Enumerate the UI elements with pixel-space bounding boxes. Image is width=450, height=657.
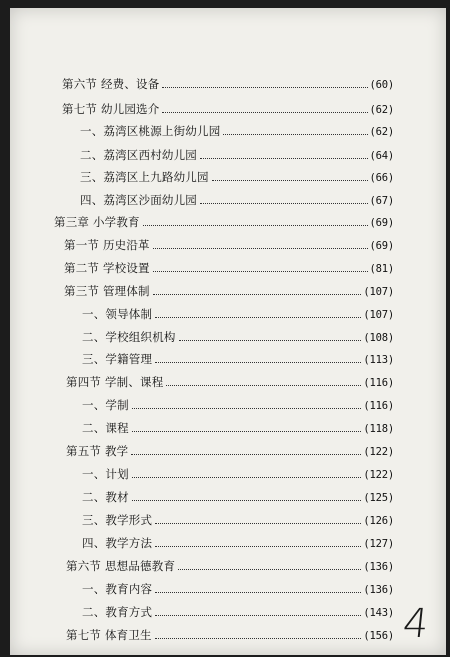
- toc-entry-title: 四、教学方法: [82, 536, 153, 550]
- toc-entry: [80, 169, 394, 185]
- toc-entry-page: (136): [363, 561, 394, 573]
- toc-entry-page: (125): [363, 492, 394, 504]
- leader-dots: [179, 340, 362, 341]
- toc-entry: [82, 581, 394, 597]
- toc-entry: [82, 329, 394, 345]
- toc-entry: [66, 558, 394, 574]
- leader-dots: [178, 569, 361, 570]
- toc-entry: [82, 604, 394, 620]
- toc-entry-title: 三、学籍管理: [82, 352, 153, 366]
- toc-entry-page: (69): [369, 240, 394, 252]
- toc-entry-page: (156): [363, 630, 394, 642]
- toc-entry-page: (127): [363, 538, 394, 550]
- toc-entry: [64, 237, 394, 253]
- toc-entry-title: 二、荔湾区西村幼儿园: [80, 148, 197, 162]
- toc-entry-page: (126): [363, 515, 394, 527]
- leader-dots: [131, 454, 361, 455]
- toc-entry: [62, 101, 394, 117]
- toc-entry-page: (113): [363, 354, 394, 366]
- toc-entry-page: (116): [363, 377, 394, 389]
- leader-dots: [162, 112, 367, 113]
- toc-entry-title: 四、荔湾区沙面幼儿园: [80, 193, 197, 207]
- toc-entry-page: (62): [369, 126, 394, 138]
- toc-entry-page: (67): [369, 195, 394, 207]
- toc-entry-title: 一、计划: [82, 467, 129, 481]
- leader-dots: [212, 180, 368, 181]
- toc-entry: [82, 397, 394, 413]
- leader-dots: [155, 317, 361, 318]
- leader-dots: [132, 431, 362, 432]
- leader-dots: [132, 477, 362, 478]
- toc-entry-title: 第六节 经费、设备: [62, 77, 160, 91]
- toc-entry-page: (116): [363, 400, 394, 412]
- toc-entry-title: 第六节 思想品德教育: [66, 559, 176, 573]
- toc-entry-title: 第七节 体育卫生: [66, 628, 152, 642]
- leader-dots: [153, 271, 368, 272]
- toc-entry-page: (66): [369, 172, 394, 184]
- toc-entry: [82, 489, 394, 505]
- leader-dots: [132, 500, 362, 501]
- leader-dots: [155, 546, 361, 547]
- leader-dots: [223, 134, 367, 135]
- leader-dots: [155, 523, 361, 524]
- handwritten-page-number: 4: [400, 601, 431, 647]
- leader-dots: [143, 225, 368, 226]
- toc-entry-page: (64): [369, 150, 394, 162]
- toc-entry: [54, 214, 394, 230]
- toc-entry-page: (122): [363, 446, 394, 458]
- toc-entry-page: (107): [363, 309, 394, 321]
- toc-entry-title: 第四节 学制、课程: [66, 375, 164, 389]
- toc-entry-page: (108): [363, 332, 394, 344]
- toc-entry-title: 二、教育方式: [82, 605, 153, 619]
- toc-entry-title: 第五节 教学: [66, 444, 129, 458]
- toc-entry-title: 第三节 管理体制: [64, 284, 150, 298]
- toc-entry-page: (69): [369, 217, 394, 229]
- toc-entry-page: (60): [369, 79, 394, 91]
- toc-entry-title: 第二节 学校设置: [64, 261, 150, 275]
- toc-entry-title: 一、学制: [82, 398, 129, 412]
- toc-entry: [66, 627, 394, 643]
- toc-entry-title: 二、课程: [82, 421, 129, 435]
- leader-dots: [200, 203, 368, 204]
- leader-dots: [132, 408, 362, 409]
- toc-entry-title: 三、荔湾区上九路幼儿园: [80, 170, 209, 184]
- toc-entry-title: 一、领导体制: [82, 307, 153, 321]
- toc-entry-page: (81): [369, 263, 394, 275]
- toc-entry: [82, 535, 394, 551]
- leader-dots: [153, 248, 368, 249]
- leader-dots: [155, 615, 361, 616]
- toc-entry-page: (62): [369, 104, 394, 116]
- toc-entry-title: 第一节 历史沿革: [64, 238, 150, 252]
- toc-entry: [82, 466, 394, 482]
- toc-entry-page: (136): [363, 584, 394, 596]
- toc-entry-title: 第七节 幼儿园选介: [62, 102, 160, 116]
- toc-entry-title: 第三章 小学教育: [54, 215, 140, 229]
- leader-dots: [155, 592, 361, 593]
- toc-entry: [82, 420, 394, 436]
- toc-entry-page: (143): [363, 607, 394, 619]
- leader-dots: [166, 385, 361, 386]
- toc-entry-page: (122): [363, 469, 394, 481]
- toc-entry: [82, 351, 394, 367]
- leader-dots: [155, 638, 362, 639]
- toc-entry-title: 二、学校组织机构: [82, 330, 176, 344]
- toc-entry-title: 一、教育内容: [82, 582, 153, 596]
- toc-entry: [64, 283, 394, 299]
- leader-dots: [162, 87, 367, 88]
- toc-entry: [82, 306, 394, 322]
- toc-entry: [62, 76, 394, 92]
- toc-entry: [66, 443, 394, 459]
- table-of-contents: [10, 8, 446, 655]
- toc-entry-title: 二、教材: [82, 490, 129, 504]
- toc-entry-title: 一、荔湾区桃源上街幼儿园: [80, 124, 221, 138]
- toc-entry: [82, 512, 394, 528]
- toc-entry: [64, 260, 394, 276]
- leader-dots: [155, 362, 361, 363]
- toc-entry-title: 三、教学形式: [82, 513, 153, 527]
- leader-dots: [153, 294, 362, 295]
- toc-entry: [80, 123, 394, 139]
- toc-entry-page: (107): [363, 286, 394, 298]
- book-page: [10, 8, 446, 655]
- toc-entry-page: (118): [363, 423, 394, 435]
- toc-entry: [80, 192, 394, 208]
- leader-dots: [200, 158, 368, 159]
- toc-entry: [66, 374, 394, 390]
- toc-entry: [80, 147, 394, 163]
